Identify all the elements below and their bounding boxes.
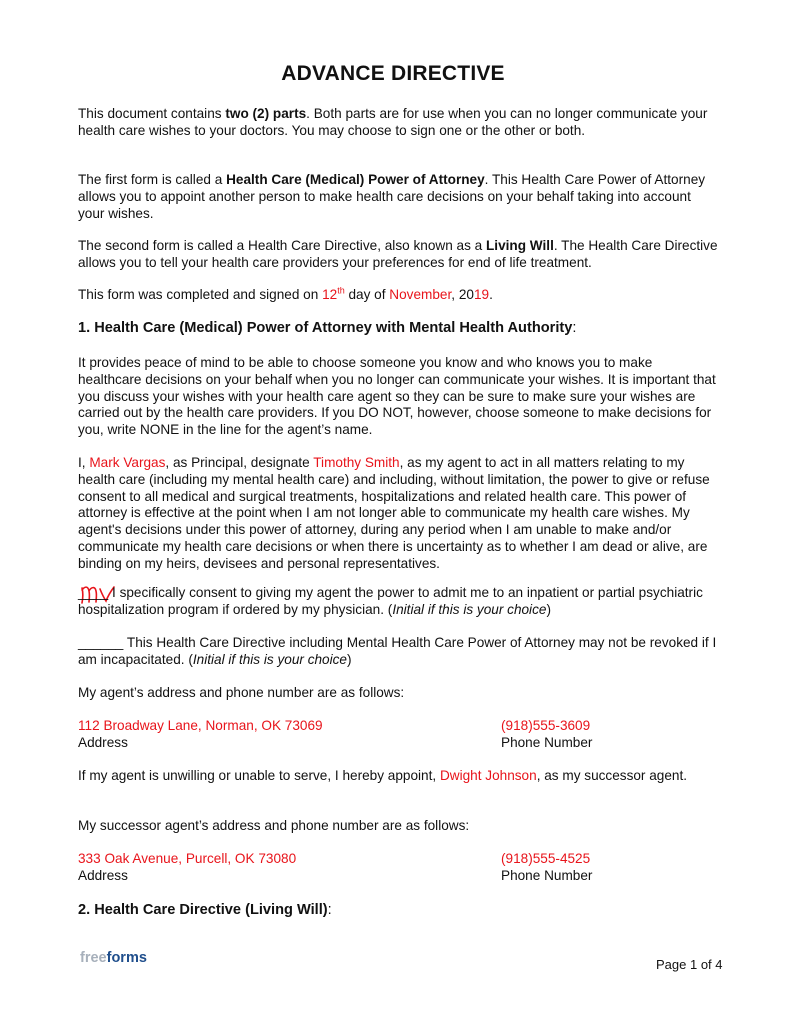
agent-address-label: Address	[78, 735, 128, 750]
agent-address-value: 112 Broadway Lane, Norman, OK 73069	[78, 718, 323, 733]
successor-address-value: 333 Oak Avenue, Purcell, OK 73080	[78, 851, 297, 866]
completion-date-line: This form was completed and signed on 12th day of November, 2019.	[78, 285, 493, 302]
initials-blank-2[interactable]: ______	[78, 635, 124, 650]
successor-address-label: Address	[78, 868, 128, 883]
agent-contact-intro: My agent’s address and phone number are as follows:	[78, 685, 405, 700]
section1-heading: 1. Health Care (Medical) Power of Attorney with Mental Health Authority:	[78, 320, 577, 336]
section1-intro-paragraph: It provides peace of mind to be able to choose someone you know and who knows you to make healthcare decisions on your behalf when you no longer can communicate your wishes. It is important that you discuss your wishes with your health care agent so they can be sure to make sure your wishes are carried out by the health care providers. If you DO NOT, however, choose someone to make decisions for you, write NONE in the line for the agent’s name.	[78, 355, 716, 438]
agent-phone-label: Phone Number	[501, 735, 593, 750]
consent-irrevocable-paragraph: ______ This Health Care Directive including Mental Health Care Power of Attorney may not be revoked if I am incapacitated. (Initial if this is your choice)	[78, 635, 717, 667]
agent-name: Timothy Smith	[313, 455, 400, 470]
freeforms-logo: freeforms	[80, 950, 147, 966]
agent-designation-paragraph: I, Mark Vargas, as Principal, designate Timothy Smith, as my agent to act in all matters relating to my health care (including my mental health care) and including, without limitation, the power to give or refuse consent to all medical and surgical treatments, hospitalizations and related health care. This power of attorney is effective at the point when I am not longer able to communicate my health care wishes. My agent's decisions under this power of attorney, during any period when I am unable to make and/or communicate my health care decisions or when there is uncertainty as to whether I am dead or alive, are binding on my heirs, devisees and personal representatives.	[78, 455, 710, 571]
page-number: Page 1 of 4	[656, 957, 723, 972]
agent-phone-value: (918)555-3609	[501, 718, 591, 733]
first-form-paragraph: The first form is called a Health Care (Medical) Power of Attorney. This Health Care Power of Attorney allows you to appoint another person to make health care decisions on your behalf taking into account your wishes.	[78, 172, 706, 221]
signed-day: 12th	[322, 285, 345, 302]
initials-blank-1[interactable]: ____	[78, 585, 109, 600]
successor-agent-name: Dwight Johnson	[439, 768, 537, 783]
successor-contact-intro: My successor agent’s address and phone number are as follows:	[78, 818, 470, 833]
successor-phone-label: Phone Number	[501, 868, 593, 883]
successor-phone-value: (918)555-4525	[501, 851, 591, 866]
principal-name: Mark Vargas	[89, 455, 166, 470]
successor-agent-paragraph: If my agent is unwilling or unable to serve, I hereby appoint, Dwight Johnson, as my successor agent.	[78, 768, 688, 783]
second-form-paragraph: The second form is called a Health Care Directive, also known as a Living Will. The Health Care Directive allows you to tell your health care providers your preferences for end of life treatment.	[78, 238, 718, 270]
intro-paragraph: This document contains two (2) parts. Both parts are for use when you can no longer communicate your health care wishes to your doctors. You may choose to sign one or the other or both.	[78, 106, 708, 138]
signed-month: November	[389, 287, 452, 302]
section2-heading: 2. Health Care Directive (Living Will):	[78, 902, 332, 918]
consent-inpatient-paragraph: ____ I specifically consent to giving my agent the power to admit me to an inpatient or partial psychiatric hospitalization program if ordered by my physician. (Initial if this is your choice)	[78, 585, 703, 617]
signed-year: 19	[473, 287, 490, 302]
document-title: ADVANCE DIRECTIVE	[281, 62, 505, 85]
